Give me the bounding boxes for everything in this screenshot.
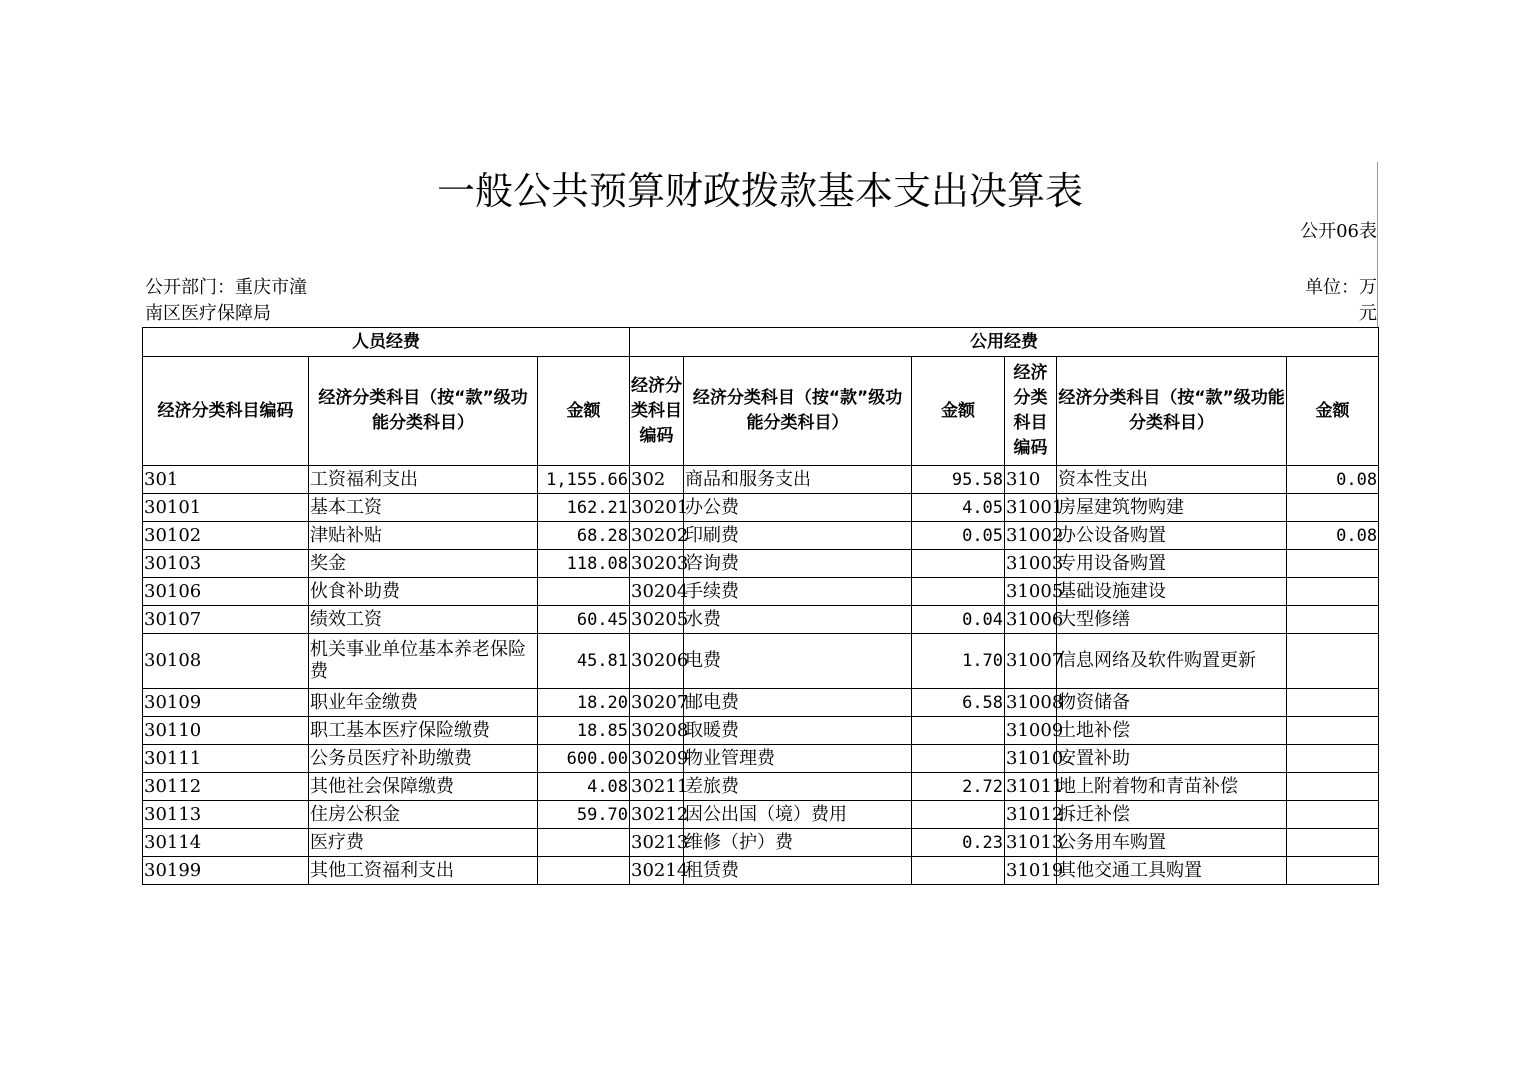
cell-amount: 4.05 (912, 494, 1005, 522)
group-header-personnel: 人员经费 (143, 328, 630, 357)
cell-amount (912, 801, 1005, 829)
cell-code: 30112 (143, 773, 309, 801)
table-row (143, 522, 1379, 550)
cell-amount: 6.58 (912, 689, 1005, 717)
table-row (143, 634, 1379, 689)
cell-code: 30211 (630, 773, 684, 801)
cell-amount: 4.08 (538, 773, 630, 801)
cell-code: 30202 (630, 522, 684, 550)
cell-code: 30110 (143, 717, 309, 745)
table-row (143, 801, 1379, 829)
cell-code: 30212 (630, 801, 684, 829)
cell-code: 31008 (1005, 689, 1057, 717)
cell-code: 31005 (1005, 578, 1057, 606)
cell-code: 30203 (630, 550, 684, 578)
cell-name: 地上附着物和青苗补偿 (1057, 773, 1287, 801)
expenditure-table (142, 327, 1379, 885)
table-row (143, 550, 1379, 578)
cell-code: 31009 (1005, 717, 1057, 745)
cell-code: 31007 (1005, 634, 1057, 689)
cell-name: 公务用车购置 (1057, 829, 1287, 857)
table-row (143, 717, 1379, 745)
cell-amount: 18.20 (538, 689, 630, 717)
cell-name: 商品和服务支出 (684, 466, 912, 494)
cell-amount (1287, 745, 1379, 773)
form-number: 公开06表 (1300, 221, 1377, 242)
cell-name: 维修（护）费 (684, 829, 912, 857)
cell-name: 房屋建筑物购建 (1057, 494, 1287, 522)
cell-amount: 59.70 (538, 801, 630, 829)
cell-code: 30205 (630, 606, 684, 634)
table-row (143, 578, 1379, 606)
cell-code: 30207 (630, 689, 684, 717)
cell-code: 30113 (143, 801, 309, 829)
cell-amount: 0.05 (912, 522, 1005, 550)
cell-amount: 1.70 (912, 634, 1005, 689)
cell-name: 水费 (684, 606, 912, 634)
cell-name: 住房公积金 (309, 801, 538, 829)
cell-name: 职工基本医疗保险缴费 (309, 717, 538, 745)
cell-amount: 0.08 (1287, 466, 1379, 494)
cell-name: 伙食补助费 (309, 578, 538, 606)
cell-amount: 45.81 (538, 634, 630, 689)
unit-label: 单位：万元 (1305, 277, 1377, 324)
cell-amount (1287, 634, 1379, 689)
column-header-name: 经济分类科目（按“款”级功能分类科目） (309, 357, 538, 466)
cell-code: 310 (1005, 466, 1057, 494)
cell-name: 医疗费 (309, 829, 538, 857)
cell-code: 30111 (143, 745, 309, 773)
cell-code: 30107 (143, 606, 309, 634)
cell-name: 安置补助 (1057, 745, 1287, 773)
cell-amount (1287, 857, 1379, 885)
cell-name: 基本工资 (309, 494, 538, 522)
cell-name: 印刷费 (684, 522, 912, 550)
column-header-amount: 金额 (912, 357, 1005, 466)
cell-code: 30209 (630, 745, 684, 773)
cell-name: 职业年金缴费 (309, 689, 538, 717)
cell-name: 物资储备 (1057, 689, 1287, 717)
cell-amount (538, 829, 630, 857)
cell-code: 30214 (630, 857, 684, 885)
cell-name: 工资福利支出 (309, 466, 538, 494)
cell-code: 30199 (143, 857, 309, 885)
column-header-code: 经济分类科目编码 (1005, 357, 1057, 466)
cell-amount (1287, 689, 1379, 717)
cell-name: 机关事业单位基本养老保险费 (309, 634, 538, 689)
cell-amount: 162.21 (538, 494, 630, 522)
cell-amount: 95.58 (912, 466, 1005, 494)
cell-name: 其他交通工具购置 (1057, 857, 1287, 885)
table-row (143, 466, 1379, 494)
cell-code: 30213 (630, 829, 684, 857)
cell-amount: 0.08 (1287, 522, 1379, 550)
cell-amount: 60.45 (538, 606, 630, 634)
cell-name: 手续费 (684, 578, 912, 606)
cell-name: 土地补偿 (1057, 717, 1287, 745)
cell-code: 30114 (143, 829, 309, 857)
page-title: 一般公共预算财政拨款基本支出决算表 (436, 169, 1083, 213)
cell-code: 30102 (143, 522, 309, 550)
cell-name: 办公费 (684, 494, 912, 522)
column-header-code: 经济分类科目编码 (630, 357, 684, 466)
cell-amount (912, 857, 1005, 885)
cell-code: 30208 (630, 717, 684, 745)
cell-amount (1287, 717, 1379, 745)
column-header-name: 经济分类科目（按“款”级功能分类科目） (1057, 357, 1287, 466)
cell-amount: 0.04 (912, 606, 1005, 634)
column-header-code: 经济分类科目编码 (143, 357, 309, 466)
cell-amount: 118.08 (538, 550, 630, 578)
cell-code: 30103 (143, 550, 309, 578)
table-row (143, 745, 1379, 773)
department-label: 公开部门：重庆市潼南区医疗保障局 (145, 277, 307, 324)
cell-name: 信息网络及软件购置更新 (1057, 634, 1287, 689)
cell-code: 301 (143, 466, 309, 494)
cell-amount: 1,155.66 (538, 466, 630, 494)
cell-name: 大型修缮 (1057, 606, 1287, 634)
cell-amount (912, 717, 1005, 745)
column-header-amount: 金额 (538, 357, 630, 466)
cell-amount: 0.23 (912, 829, 1005, 857)
cell-amount (1287, 773, 1379, 801)
table-body (143, 466, 1379, 885)
cell-amount (1287, 829, 1379, 857)
cell-code: 30204 (630, 578, 684, 606)
cell-code: 30201 (630, 494, 684, 522)
cell-code: 302 (630, 466, 684, 494)
cell-code: 31010 (1005, 745, 1057, 773)
cell-code: 31013 (1005, 829, 1057, 857)
table-row (143, 857, 1379, 885)
cell-name: 取暖费 (684, 717, 912, 745)
cell-code: 30108 (143, 634, 309, 689)
cell-code: 31006 (1005, 606, 1057, 634)
cell-name: 专用设备购置 (1057, 550, 1287, 578)
cell-name: 因公出国（境）费用 (684, 801, 912, 829)
cell-amount (912, 550, 1005, 578)
cell-name: 基础设施建设 (1057, 578, 1287, 606)
cell-code: 30206 (630, 634, 684, 689)
cell-amount: 68.28 (538, 522, 630, 550)
cell-amount (538, 578, 630, 606)
cell-amount (1287, 550, 1379, 578)
cell-code: 31001 (1005, 494, 1057, 522)
cell-code: 31012 (1005, 801, 1057, 829)
cell-code: 31011 (1005, 773, 1057, 801)
cell-amount: 18.85 (538, 717, 630, 745)
cell-amount (1287, 801, 1379, 829)
cell-amount (1287, 494, 1379, 522)
cell-code: 31002 (1005, 522, 1057, 550)
cell-amount (912, 745, 1005, 773)
table-row (143, 829, 1379, 857)
cell-amount: 2.72 (912, 773, 1005, 801)
cell-name: 资本性支出 (1057, 466, 1287, 494)
cell-name: 绩效工资 (309, 606, 538, 634)
column-header-amount: 金额 (1287, 357, 1379, 466)
cell-name: 电费 (684, 634, 912, 689)
cell-amount (538, 857, 630, 885)
cell-amount (912, 578, 1005, 606)
cell-name: 其他社会保障缴费 (309, 773, 538, 801)
cell-name: 差旅费 (684, 773, 912, 801)
cell-name: 津贴补贴 (309, 522, 538, 550)
table-row (143, 606, 1379, 634)
cell-name: 租赁费 (684, 857, 912, 885)
cell-name: 拆迁补偿 (1057, 801, 1287, 829)
cell-name: 邮电费 (684, 689, 912, 717)
cell-name: 奖金 (309, 550, 538, 578)
cell-name: 物业管理费 (684, 745, 912, 773)
cell-amount (1287, 606, 1379, 634)
column-header-name: 经济分类科目（按“款”级功能分类科目） (684, 357, 912, 466)
cell-code: 30101 (143, 494, 309, 522)
table-row (143, 494, 1379, 522)
cell-code: 31019 (1005, 857, 1057, 885)
cell-code: 31003 (1005, 550, 1057, 578)
cell-code: 30109 (143, 689, 309, 717)
cell-name: 办公设备购置 (1057, 522, 1287, 550)
cell-amount: 600.00 (538, 745, 630, 773)
table-row (143, 689, 1379, 717)
cell-name: 公务员医疗补助缴费 (309, 745, 538, 773)
group-header-public: 公用经费 (630, 328, 1379, 357)
cell-code: 30106 (143, 578, 309, 606)
cell-name: 咨询费 (684, 550, 912, 578)
cell-name: 其他工资福利支出 (309, 857, 538, 885)
table-row (143, 773, 1379, 801)
cell-amount (1287, 578, 1379, 606)
